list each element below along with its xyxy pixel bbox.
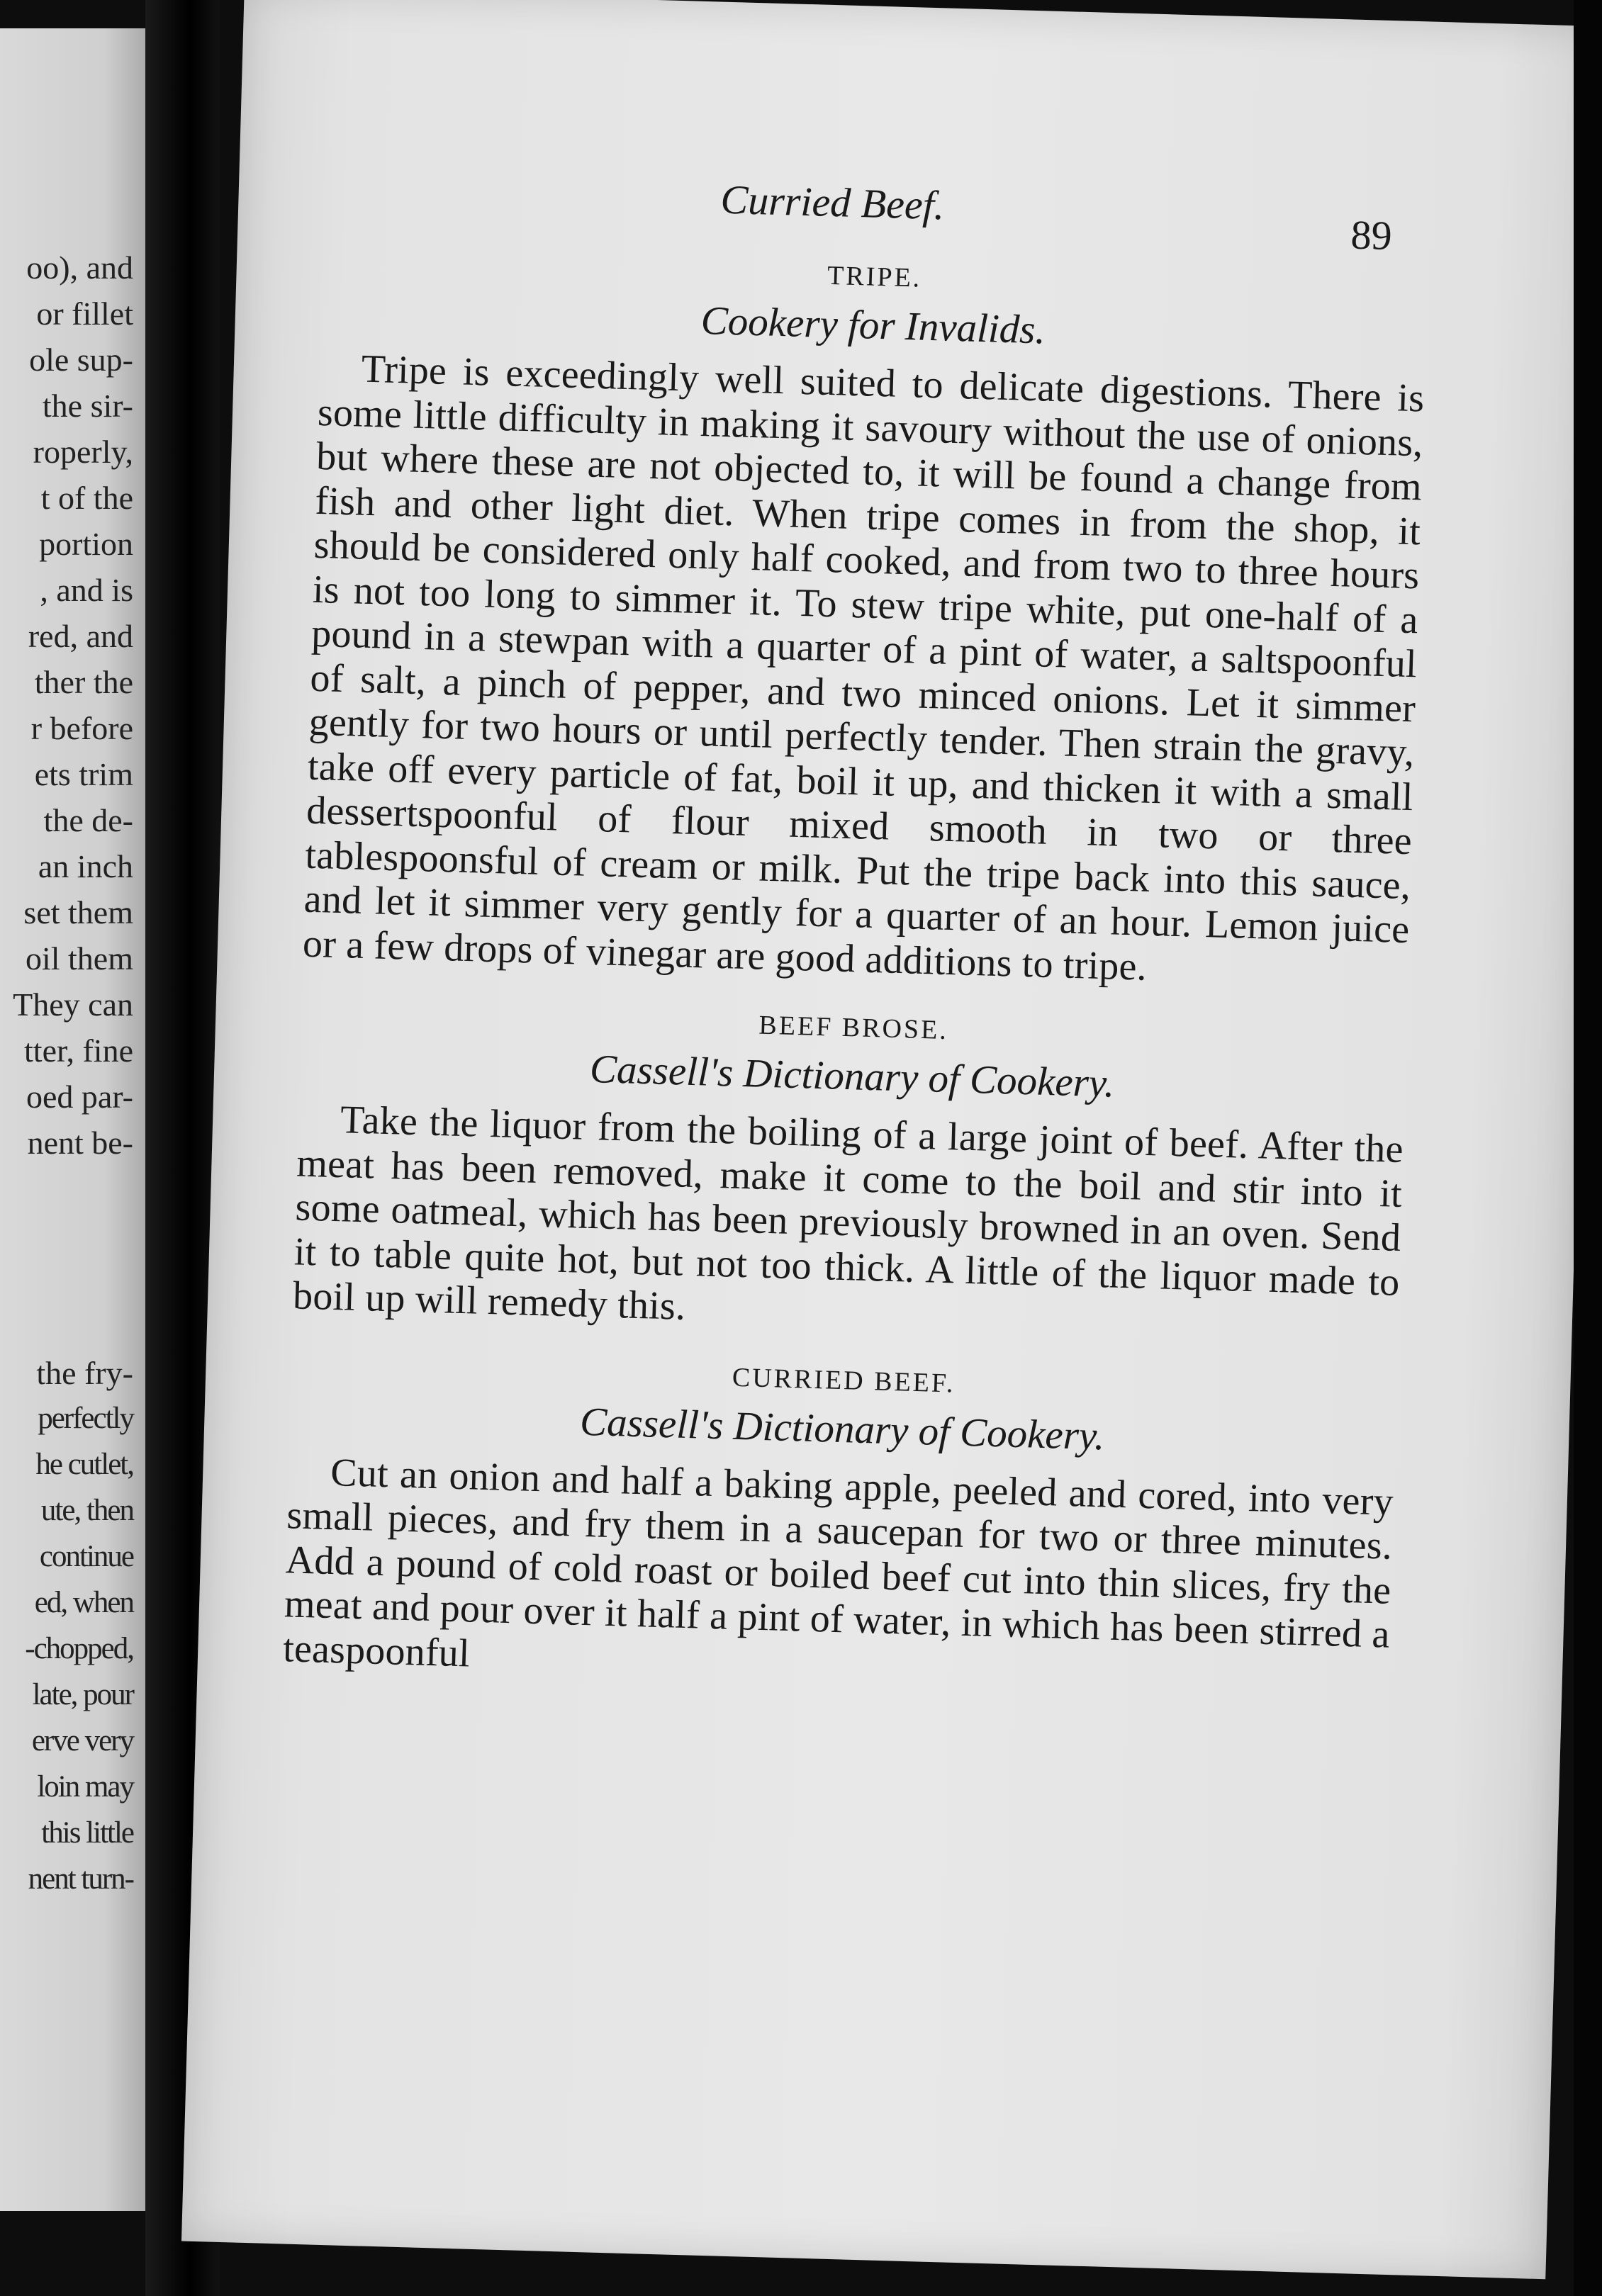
recipe-beef-brose [292,997,1406,1349]
facing-page-line: set them [23,894,133,930]
facing-page-line: erve very [31,1724,133,1757]
facing-page-line: loin may [37,1770,133,1803]
facing-page-line: nent be- [27,1125,133,1161]
facing-page-line: the sir- [42,388,133,424]
page-number: 89 [1350,211,1393,259]
facing-page-line: an inch [38,848,133,884]
facing-page-line: this little [41,1816,133,1850]
facing-page-line: nent turn- [28,1862,133,1896]
recipe-curried-beef [283,1349,1397,1701]
recipe-heading: BEEF BROSE. [758,1010,949,1046]
recipe-source: Cassell's Dictionary of Cookery. [589,1046,1116,1106]
facing-page-line: oil them [25,940,133,977]
facing-page-line: ute, then [40,1494,133,1527]
recipe-heading: TRIPE. [827,260,922,293]
recipe-text: Take the liquor from the boiling of a large joint of beef. After the meat has been removed, make it come to the boil and stir into it some oatmeal, which has been previously browned in an oven. Send it to table quite hot, but not too thick. A little of the liquor made to boil up will remedy this. [292,1098,1404,1329]
facing-page-line: red, and [28,618,133,654]
recipe-text: Cut an onion and half a baking apple, peeled and cored, into very small pieces, and fry them in a saucepan for two or three minutes. Add a pound of cold roast or boiled beef cut into thin slices, fry the meat and pour over it half a pint of water, in which has been stirred a teaspoonful [282,1450,1394,1676]
facing-page-line: t of the [40,480,133,516]
recipe-heading: CURRIED BEEF. [732,1362,956,1399]
page-content [281,246,1428,1733]
facing-page-line: oo), and [26,249,133,286]
recipe-text: Tripe is exceedingly well suited to delicate digestions. There is some little difficulty in making it savoury without the use of onions, but where these are not objected to, it will be found a change from fish and other light diet. When tripe comes in from the shop, it should be considered only half cooked, and from two to three hours is not too long to simmer it. To stew tripe white, put one-half of a pound in a stewpan with a quarter of a pint of water, a saltspoonful of salt, a pinch of pepper, and two minced onions. Let it simmer gently for two hours or until perfectly tender. Then strain the gravy, take off every particle of fat, boil it up, and thicken it with a small dessertspoonful of flour mixed smooth in two or three tablespoonsful of cream or milk. Put the tripe back into this sauce, and let it simmer very gently for a quarter of an hour. Lemon juice or a few drops of vinegar are good additions to tripe. [302,347,1425,989]
facing-page-line: the de- [43,802,133,838]
facing-page-line: ed, when [34,1586,133,1619]
facing-page-line: tter, fine [24,1032,133,1069]
running-header: Curried Beef. [719,176,946,229]
facing-page-line: continue [39,1540,133,1573]
book-page [181,0,1602,2279]
facing-page-line: roperly, [33,434,133,470]
recipe-source: Cassell's Dictionary of Cookery. [579,1399,1106,1458]
facing-page-line: perfectly [38,1402,133,1435]
scan-border [1574,0,1602,2296]
facing-page-line: oed par- [26,1079,133,1115]
recipe-tripe [302,246,1428,996]
facing-page-line: he cutlet, [35,1448,133,1481]
recipe-source: Cookery for Invalids. [700,298,1046,353]
facing-page-line: ets trim [34,756,133,792]
facing-page-line: They can [13,986,133,1023]
facing-page-fragment [0,28,149,2211]
facing-page-line: late, pour [32,1678,133,1711]
facing-page-line: -chopped, [25,1632,133,1665]
facing-page-line: or fillet [36,296,133,332]
facing-page-line: r before [30,710,133,746]
facing-page-line: ole sup- [29,342,133,378]
facing-page-line: the fry- [36,1355,133,1391]
facing-page-line: ther the [34,664,133,700]
facing-page-line: portion [39,526,133,562]
facing-page-line: , and is [40,572,133,608]
